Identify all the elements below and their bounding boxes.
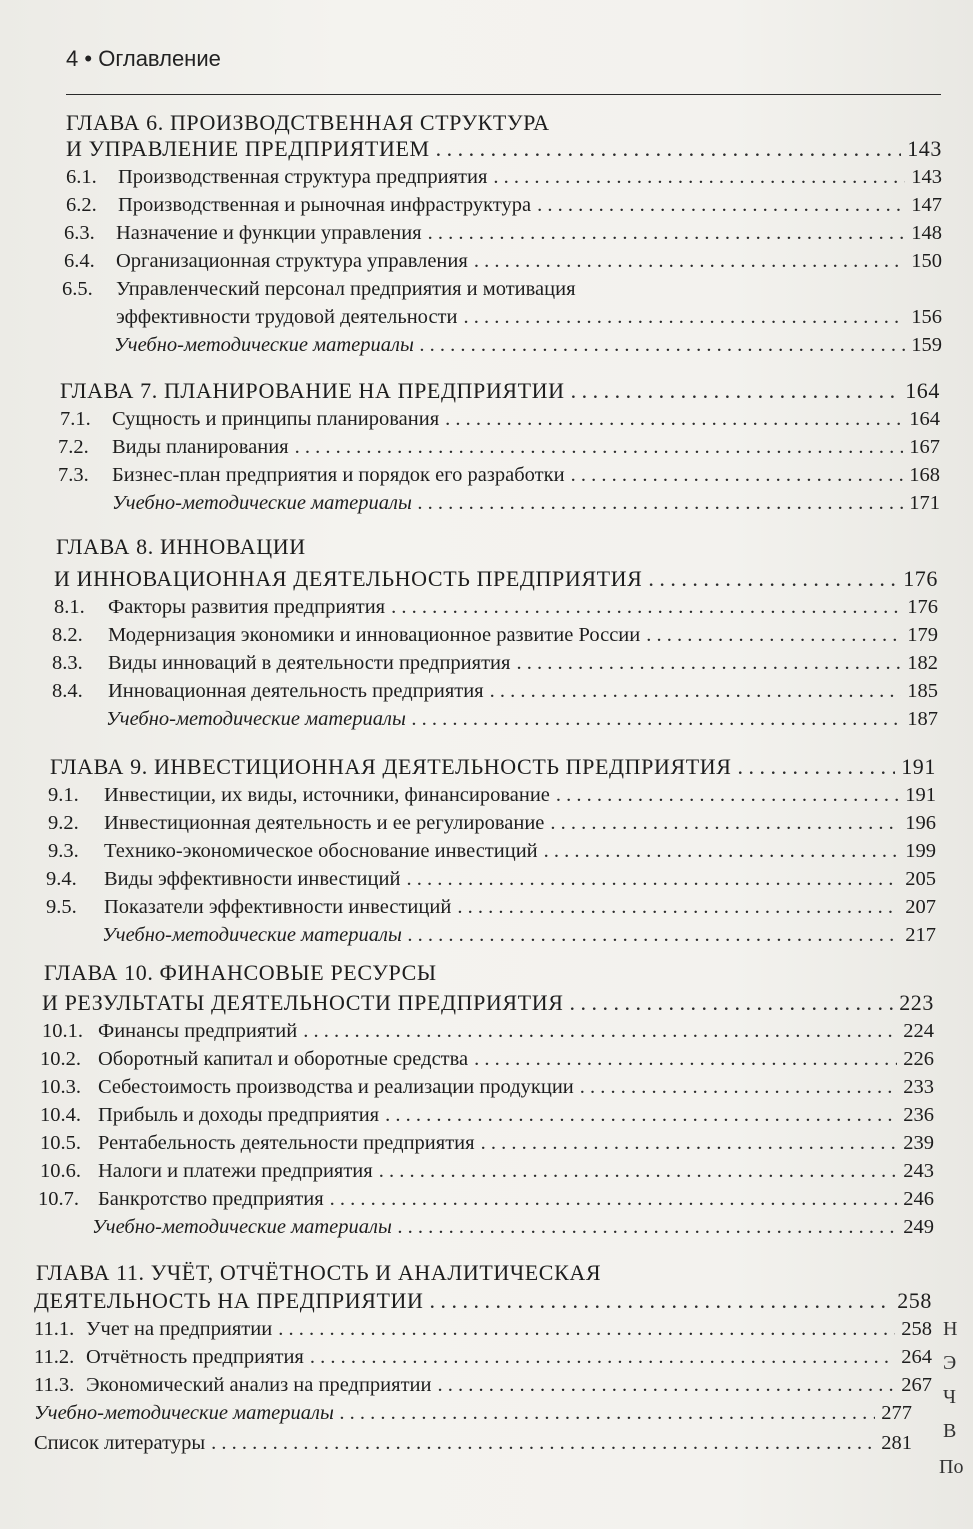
entry-number: 10.3. (40, 1076, 81, 1098)
leader-dots (571, 376, 900, 406)
materials-title: Учебно-методические материалы (112, 492, 412, 514)
leader-dots (474, 246, 905, 276)
entry-page: 191 (905, 784, 936, 806)
entry-number: 10.1. (42, 1020, 83, 1042)
entry-number: 9.5. (46, 896, 77, 918)
materials-title: Учебно-методические материалы (92, 1216, 392, 1238)
toc-entry-8-3[interactable] (52, 648, 938, 678)
toc-entry-10-1[interactable] (42, 1016, 934, 1046)
chapter-6-entry[interactable] (66, 134, 942, 164)
references-title: Список литературы (34, 1432, 206, 1454)
entry-number: 6.1. (66, 166, 97, 188)
materials-page: 187 (907, 708, 938, 730)
toc-entry-6-5-line1[interactable] (62, 274, 942, 304)
chapter-9-title: ГЛАВА 9. ИНВЕСТИЦИОННАЯ ДЕЯТЕЛЬНОСТЬ ПРЕДПРИЯТИЯ (50, 754, 732, 779)
entry-title: Себестоимость производства и реализации продукции (98, 1076, 574, 1098)
entry-title: Налоги и платежи предприятия (98, 1160, 373, 1182)
leader-dots (438, 1370, 896, 1400)
leader-dots (430, 1286, 892, 1316)
leader-dots (463, 302, 905, 332)
entry-title: Инвестиции, их виды, источники, финансирование (104, 784, 550, 806)
entry-title: Технико-экономическое обоснование инвестиций (104, 840, 538, 862)
leader-dots (385, 1100, 897, 1130)
leader-dots (493, 162, 905, 192)
materials-page: 171 (909, 492, 940, 514)
chapter-9-page: 191 (901, 754, 936, 779)
toc-entry-10-6[interactable] (40, 1156, 934, 1186)
entry-title: Виды инноваций в деятельности предприятия (108, 652, 511, 674)
leader-dots (303, 1016, 897, 1046)
entry-page: 148 (911, 222, 942, 244)
entry-page: 176 (907, 596, 938, 618)
entry-number: 10.5. (40, 1132, 81, 1154)
next-page-edge-letter: Ч (943, 1386, 956, 1408)
entry-title: Инновационная деятельность предприятия (108, 680, 484, 702)
chapter-9-entry[interactable] (50, 752, 936, 782)
leader-dots (571, 460, 904, 490)
entry-page: 156 (911, 306, 942, 328)
leader-dots (295, 432, 904, 462)
entry-title: Рентабельность деятельности предприятия (98, 1132, 475, 1154)
entry-title: Виды планирования (112, 436, 289, 458)
toc-entry-10-2[interactable] (40, 1044, 934, 1074)
leader-dots (516, 648, 901, 678)
entry-page: 179 (907, 624, 938, 646)
leader-dots (330, 1184, 898, 1214)
chapter-7-page: 164 (905, 378, 940, 403)
materials-title: Учебно-методические материалы (102, 924, 402, 946)
leader-dots (418, 488, 903, 518)
toc-entry-7-2[interactable] (58, 432, 940, 462)
toc-entry-10-5[interactable] (40, 1128, 934, 1158)
entry-title: Отчётность предприятия (86, 1346, 304, 1368)
chapter-11-title-line1: ГЛАВА 11. УЧЁТ, ОТЧЁТНОСТЬ И АНАЛИТИЧЕСКАЯ (36, 1260, 602, 1285)
entry-number: 8.2. (52, 624, 83, 646)
next-page-edge-letter: Э (943, 1352, 957, 1374)
toc-entry-9-2[interactable] (48, 808, 936, 838)
entry-page: 168 (909, 464, 940, 486)
entry-page: 182 (907, 652, 938, 674)
materials-page: 217 (905, 924, 936, 946)
leader-dots (646, 620, 901, 650)
entry-number: 6.3. (64, 222, 95, 244)
entry-number: 6.2. (66, 194, 97, 216)
entry-number: 8.1. (54, 596, 85, 618)
entry-title-continued: эффективности трудовой деятельности (116, 306, 458, 328)
entry-page: 164 (909, 408, 940, 430)
entry-page: 264 (901, 1346, 932, 1368)
leader-dots (569, 988, 893, 1018)
entry-page: 205 (905, 868, 936, 890)
chapter-11-page: 258 (897, 1288, 932, 1313)
entry-number: 10.2. (40, 1048, 81, 1070)
materials-page: 159 (911, 334, 942, 356)
entry-page: 185 (907, 680, 938, 702)
entry-number: 10.7. (38, 1188, 79, 1210)
references-page: 281 (881, 1432, 912, 1454)
entry-page: 196 (905, 812, 936, 834)
leader-dots (428, 218, 906, 248)
entry-page: 233 (903, 1076, 934, 1098)
entry-page: 243 (903, 1160, 934, 1182)
entry-title: Производственная и рыночная инфраструктура (118, 194, 532, 216)
toc-materials-10[interactable] (92, 1212, 934, 1242)
next-page-edge-letter: В (943, 1420, 957, 1442)
entry-page: 246 (903, 1188, 934, 1210)
leader-dots (391, 592, 901, 622)
toc-materials-9[interactable] (102, 920, 936, 950)
toc-entry-9-4[interactable] (46, 864, 936, 894)
chapter-11-entry[interactable] (34, 1286, 932, 1316)
entry-number: 9.2. (48, 812, 79, 834)
toc-entry-8-1[interactable] (54, 592, 938, 622)
leader-dots (537, 190, 905, 220)
entry-title: Назначение и функции управления (116, 222, 422, 244)
chapter-7-title: ГЛАВА 7. ПЛАНИРОВАНИЕ НА ПРЕДПРИЯТИИ (60, 378, 565, 403)
toc-entry-11-2[interactable] (34, 1342, 932, 1372)
entry-page: 267 (901, 1374, 932, 1396)
leader-dots (278, 1314, 895, 1344)
chapter-6-title-line1: ГЛАВА 6. ПРОИЗВОДСТВЕННАЯ СТРУКТУРА (66, 110, 550, 135)
toc-materials-8[interactable] (106, 704, 938, 734)
chapter-10-title-line2: И РЕЗУЛЬТАТЫ ДЕЯТЕЛЬНОСТИ ПРЕДПРИЯТИЯ (42, 990, 564, 1015)
leader-dots (420, 330, 905, 360)
chapter-10-title-line1: ГЛАВА 10. ФИНАНСОВЫЕ РЕСУРСЫ (44, 960, 437, 985)
entry-title: Производственная структура предприятия (118, 166, 488, 188)
chapter-8-entry[interactable] (54, 564, 938, 594)
leader-dots (408, 920, 899, 950)
header-running-title: Оглавление (98, 46, 221, 71)
entry-number: 8.3. (52, 652, 83, 674)
toc-entry-6-2[interactable] (66, 190, 942, 220)
leader-dots (738, 752, 896, 782)
header-bullet: • (84, 46, 93, 71)
leader-dots (211, 1428, 875, 1458)
entry-title: Организационная структура управления (116, 250, 468, 272)
materials-page: 249 (903, 1216, 934, 1238)
entry-title: Прибыль и доходы предприятия (98, 1104, 380, 1126)
entry-number: 11.2. (34, 1346, 75, 1368)
entry-number: 7.1. (60, 408, 91, 430)
entry-title: Экономический анализ на предприятии (86, 1374, 432, 1396)
entry-page: 150 (911, 250, 942, 272)
entry-title: Факторы развития предприятия (108, 596, 386, 618)
leader-dots (340, 1398, 875, 1428)
entry-number: 10.4. (40, 1104, 81, 1126)
entry-page: 167 (909, 436, 940, 458)
chapter-8-page: 176 (903, 566, 938, 591)
entry-title: Учет на предприятии (86, 1318, 273, 1340)
entry-page: 226 (903, 1048, 934, 1070)
next-page-edge-letter: Н (943, 1318, 958, 1340)
leader-dots (445, 404, 903, 434)
toc-entry-11-3[interactable] (34, 1370, 932, 1400)
entry-page: 239 (903, 1132, 934, 1154)
entry-title: Показатели эффективности инвестиций (104, 896, 452, 918)
toc-materials-11[interactable] (34, 1398, 912, 1428)
toc-entry-9-3[interactable] (48, 836, 936, 866)
leader-dots (412, 704, 901, 734)
toc-entry-7-3[interactable] (58, 460, 940, 490)
next-page-edge-letter: По (939, 1456, 964, 1478)
chapter-11-title-line2: ДЕЯТЕЛЬНОСТЬ НА ПРЕДПРИЯТИИ (34, 1288, 424, 1313)
leader-dots (379, 1156, 898, 1186)
leader-dots (310, 1342, 895, 1372)
toc-entry-6-1[interactable] (66, 162, 942, 192)
toc-entry-10-4[interactable] (40, 1100, 934, 1130)
entry-number: 6.4. (64, 250, 95, 272)
chapter-6-title-line2: И УПРАВЛЕНИЕ ПРЕДПРИЯТИЕМ (66, 136, 430, 161)
chapter-10-page: 223 (899, 990, 934, 1015)
toc-materials-6[interactable] (114, 330, 942, 360)
entry-number: 11.3. (34, 1374, 75, 1396)
toc-materials-7[interactable] (112, 488, 940, 518)
entry-title: Оборотный капитал и оборотные средства (98, 1048, 469, 1070)
toc-entry-9-1[interactable] (48, 780, 936, 810)
leader-dots (544, 836, 900, 866)
entry-page: 236 (903, 1104, 934, 1126)
leader-dots (580, 1072, 897, 1102)
leader-dots (481, 1128, 898, 1158)
entry-number: 7.2. (58, 436, 89, 458)
leader-dots (490, 676, 902, 706)
chapter-6-page: 143 (907, 136, 942, 161)
entry-number: 9.1. (48, 784, 79, 806)
chapter-8-title-line2: И ИННОВАЦИОННАЯ ДЕЯТЕЛЬНОСТЬ ПРЕДПРИЯТИЯ (54, 566, 643, 591)
materials-title: Учебно-методические материалы (106, 708, 406, 730)
toc-entry-11-1[interactable] (34, 1314, 932, 1344)
leader-dots (474, 1044, 897, 1074)
entry-page: 258 (901, 1318, 932, 1340)
entry-page: 224 (903, 1020, 934, 1042)
entry-number: 11.1. (34, 1318, 75, 1340)
toc-entry-9-5[interactable] (46, 892, 936, 922)
entry-page: 143 (911, 166, 942, 188)
leader-dots (457, 892, 899, 922)
entry-page: 147 (911, 194, 942, 216)
entry-title: Инвестиционная деятельность и ее регулирование (104, 812, 545, 834)
toc-entry-6-3[interactable] (64, 218, 942, 248)
chapter-7-entry[interactable] (60, 376, 940, 406)
toc-references[interactable] (34, 1428, 912, 1458)
leader-dots (398, 1212, 897, 1242)
materials-page: 277 (881, 1402, 912, 1424)
toc-entry-6-4[interactable] (64, 246, 942, 276)
toc-entry-6-5-line2[interactable] (116, 302, 942, 332)
entry-number: 6.5. (62, 278, 93, 300)
entry-title: Банкротство предприятия (98, 1188, 324, 1210)
entry-title: Управленческий персонал предприятия и мотивация (116, 278, 576, 300)
chapter-10-entry[interactable] (42, 988, 934, 1018)
toc-entry-8-4[interactable] (52, 676, 938, 706)
materials-title: Учебно-методические материалы (34, 1402, 334, 1424)
entry-page: 199 (905, 840, 936, 862)
entry-number: 9.3. (48, 840, 79, 862)
toc-entry-8-2[interactable] (52, 620, 938, 650)
leader-dots (550, 808, 899, 838)
leader-dots (406, 864, 899, 894)
entry-title: Сущность и принципы планирования (112, 408, 440, 430)
header-page-number: 4 (66, 46, 79, 71)
leader-dots (436, 134, 902, 164)
entry-number: 7.3. (58, 464, 89, 486)
materials-title: Учебно-методические материалы (114, 334, 414, 356)
entry-number: 9.4. (46, 868, 77, 890)
entry-title: Виды эффективности инвестиций (104, 868, 401, 890)
entry-page: 207 (905, 896, 936, 918)
entry-number: 10.6. (40, 1160, 81, 1182)
toc-entry-10-7[interactable] (38, 1184, 934, 1214)
toc-entry-10-3[interactable] (40, 1072, 934, 1102)
toc-entry-7-1[interactable] (60, 404, 940, 434)
entry-title: Бизнес-план предприятия и порядок его разработки (112, 464, 565, 486)
leader-dots (648, 564, 897, 594)
entry-title: Модернизация экономики и инновационное развитие России (108, 624, 641, 646)
entry-title: Финансы предприятий (98, 1020, 298, 1042)
chapter-8-title-line1: ГЛАВА 8. ИННОВАЦИИ (56, 534, 306, 559)
entry-number: 8.4. (52, 680, 83, 702)
leader-dots (556, 780, 899, 810)
